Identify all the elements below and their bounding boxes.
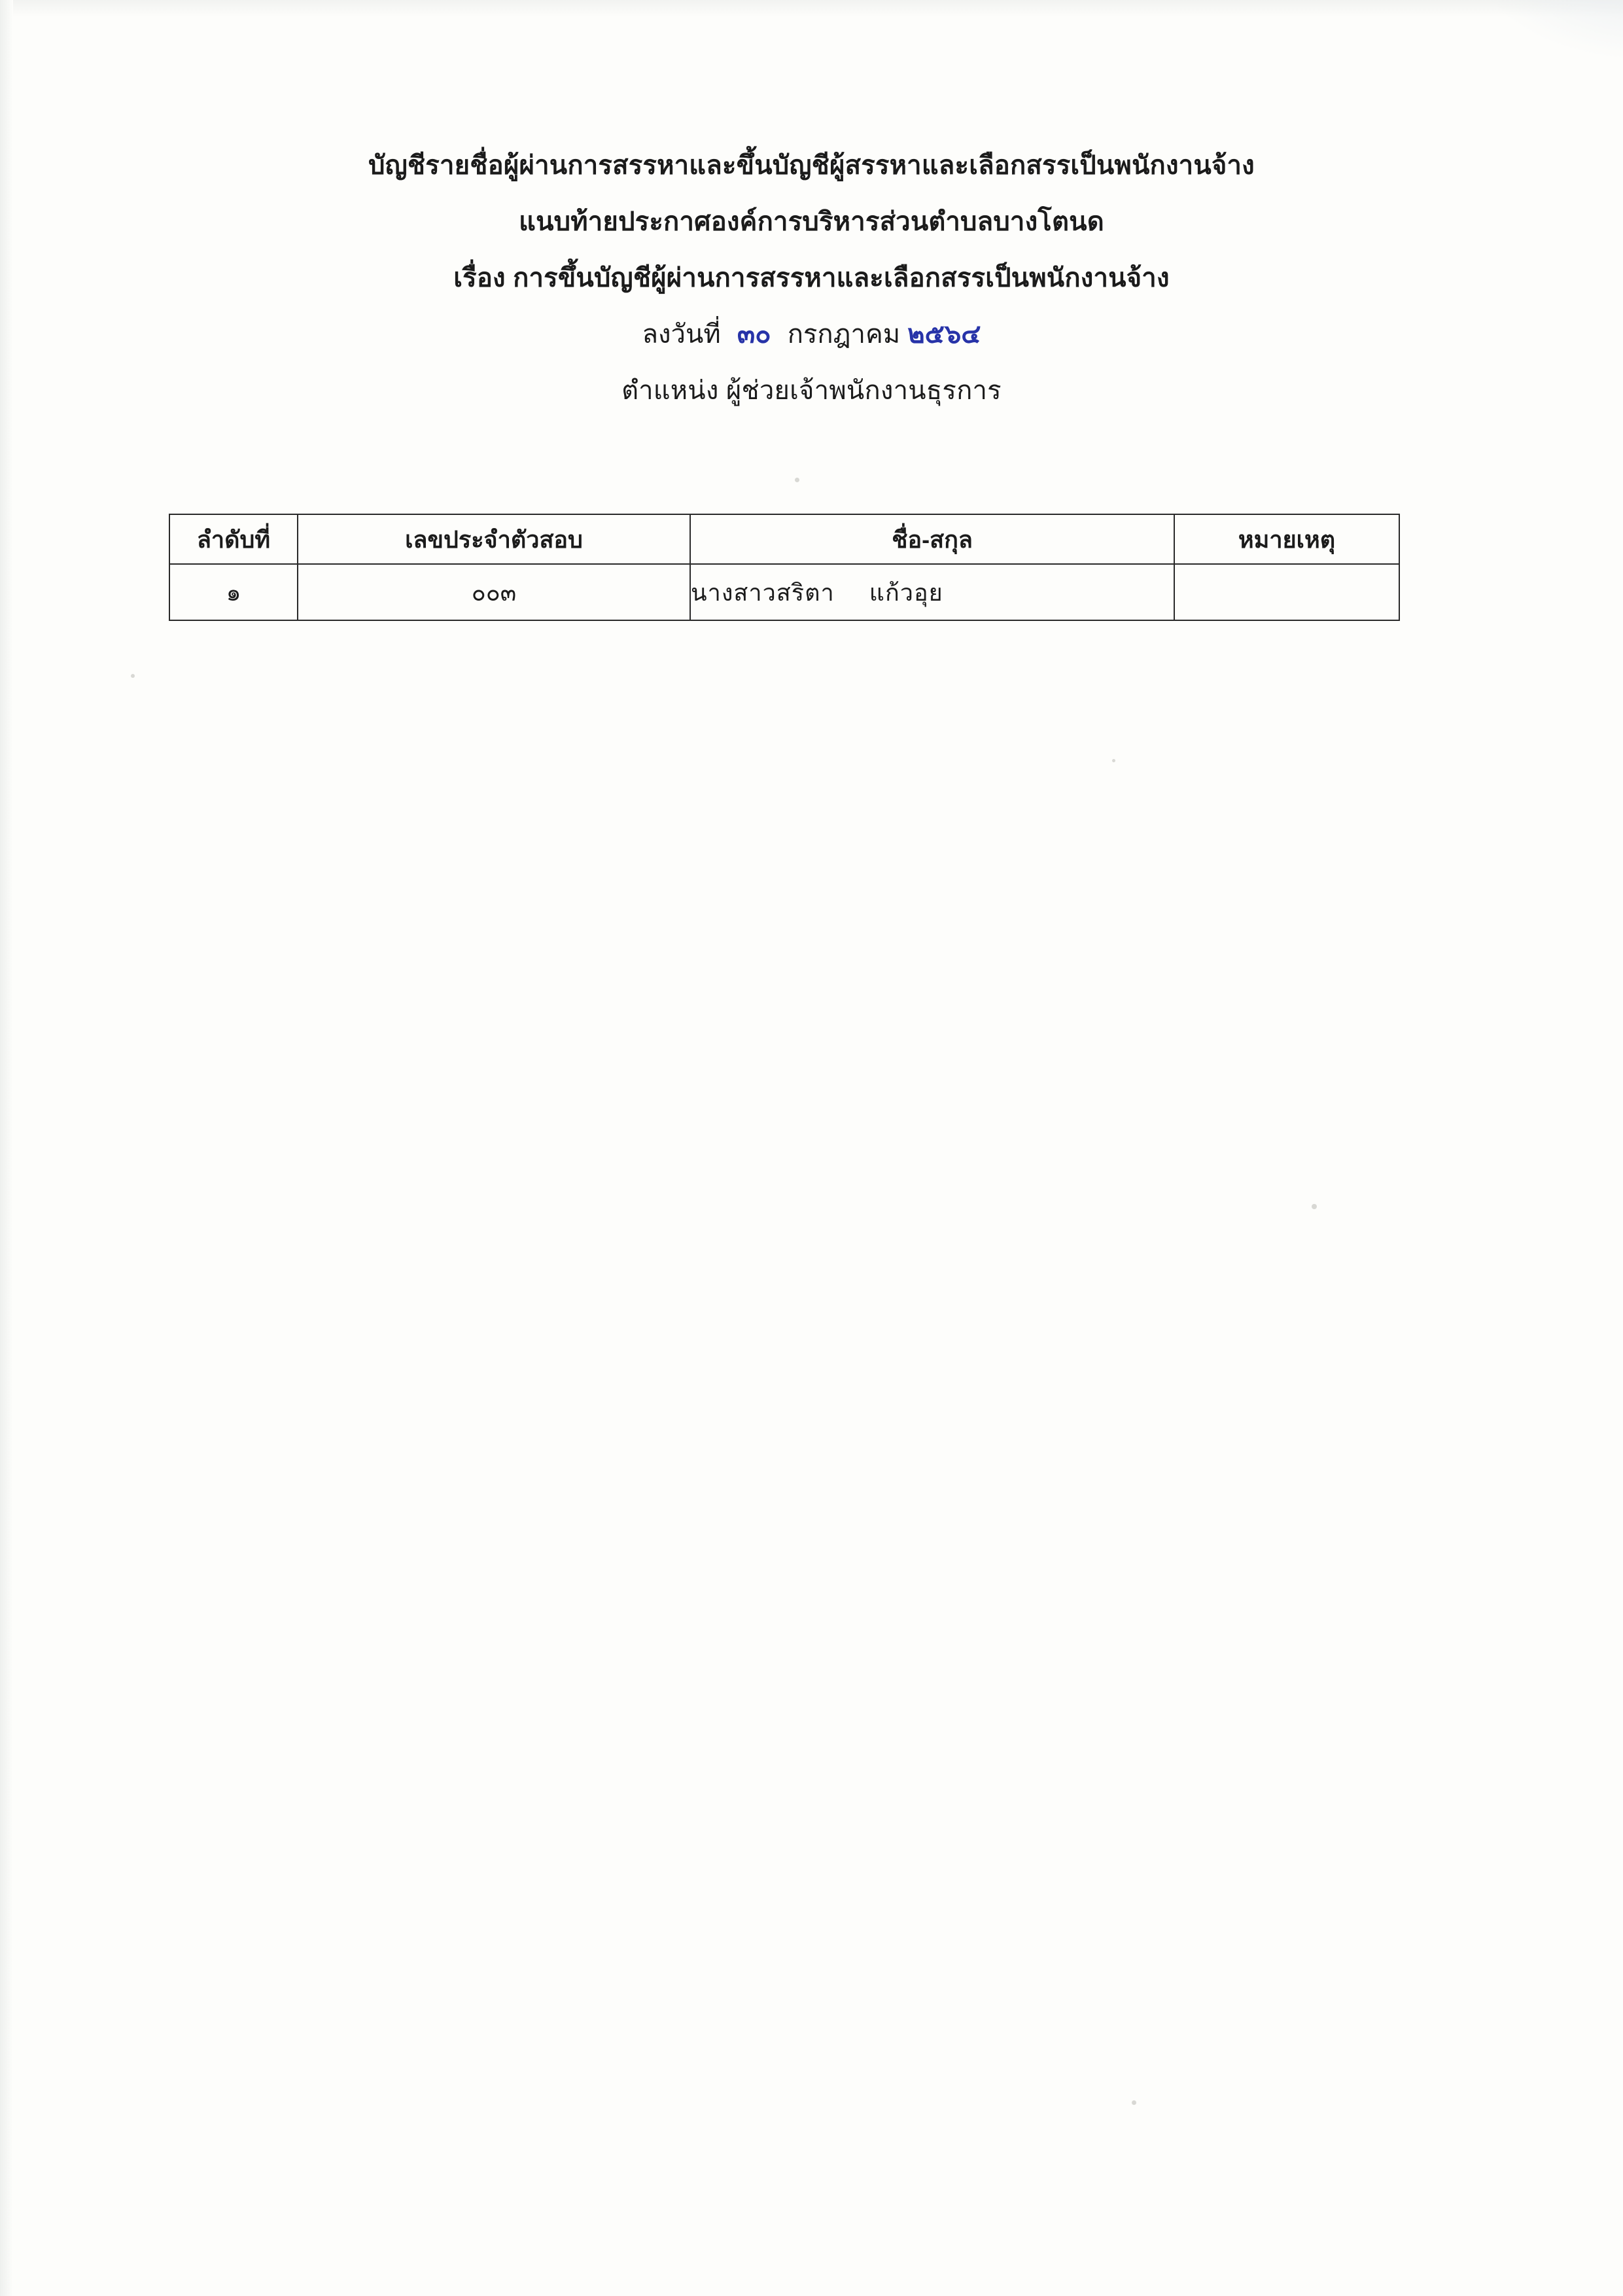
cell-remark (1174, 564, 1399, 620)
roster-table (169, 514, 1400, 621)
column-header-remark: หมายเหตุ (1174, 514, 1399, 564)
date-year-value: ๒๕๖๔ (907, 320, 981, 349)
cell-name-prefix: นางสาวสริตา (691, 578, 835, 606)
cell-exam-code: ๐๐๓ (298, 564, 690, 620)
date-day-value: ๓๐ (737, 320, 771, 349)
scan-corner-shadow (1479, 0, 1623, 59)
scan-speck (795, 478, 799, 482)
table-header-row (169, 514, 1399, 564)
column-header-no: ลำดับที่ (169, 514, 298, 564)
scan-speck (1312, 1204, 1317, 1209)
cell-no: ๑ (169, 564, 298, 620)
header-line-3: เรื่อง การขึ้นบัญชีผู้ผ่านการสรรหาและเลือกสรรเป็นพนักงานจ้าง (453, 264, 1170, 292)
header-line-1: บัญชีรายชื่อผู้ผ่านการสรรหาและขึ้นบัญชีผู้สรรหาและเลือกสรรเป็นพนักงานจ้าง (368, 151, 1255, 180)
scan-speck (1132, 2100, 1136, 2105)
column-header-name: ชื่อ-สกุล (690, 514, 1174, 564)
table-row (169, 564, 1399, 620)
document-header (0, 137, 1623, 419)
cell-name (690, 564, 1174, 620)
cell-name-surname: แก้วอุย (869, 578, 943, 606)
scan-speck (131, 674, 135, 678)
date-month-label: กรกฎาคม (787, 320, 901, 349)
header-date-line (0, 306, 1623, 362)
scan-speck (1112, 759, 1115, 762)
scan-edge-top (0, 0, 1623, 17)
column-header-exam-code: เลขประจำตัวสอบ (298, 514, 690, 564)
header-line-2: แนบท้ายประกาศองค์การบริหารส่วนตำบลบางโตนด (519, 207, 1104, 236)
date-prefix-label: ลงวันที่ (642, 320, 721, 349)
header-position-line: ตำแหน่ง ผู้ช่วยเจ้าพนักงานธุรการ (621, 376, 1002, 405)
